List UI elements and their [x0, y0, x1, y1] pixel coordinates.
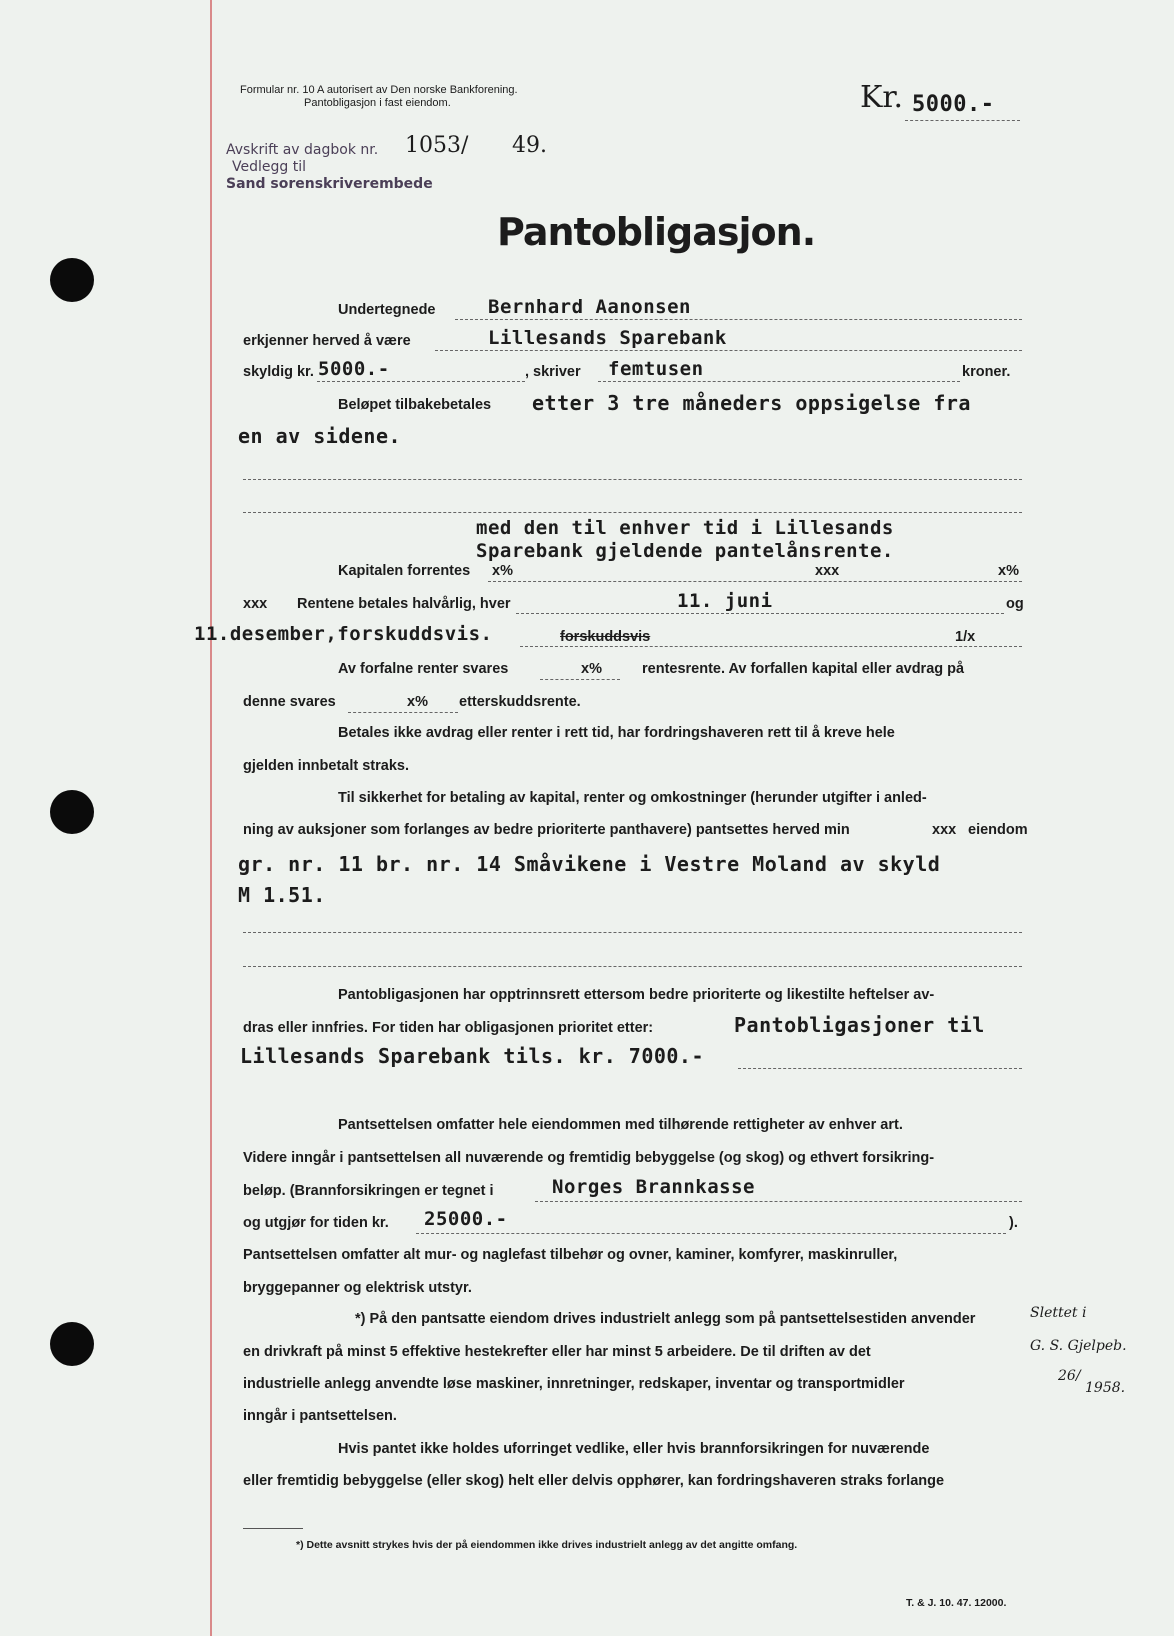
p4-line6: bryggepanner og elektrisk utstyr. — [243, 1280, 472, 1296]
insured-line — [416, 1233, 1006, 1234]
owe-value: 5000.- — [318, 358, 390, 380]
blank-line-3 — [243, 932, 1022, 933]
writes-value: femtusen — [608, 358, 704, 380]
insured-amount: 25000.- — [424, 1208, 508, 1230]
stamp-line1: Avskrift av dagbok nr. — [226, 142, 379, 158]
p5-line4: inngår i pantsettelsen. — [243, 1408, 397, 1424]
repay-value-2: en av sidene. — [238, 424, 402, 448]
p3-line1: Pantobligasjonen har opptrinnsrett ettersom bedre prioriterte og likestilte heftelser av- — [338, 987, 935, 1003]
kroner-label: kroner. — [962, 364, 1011, 380]
margin-note-line1: Slettet i — [1030, 1305, 1087, 1321]
p4-line3: beløp. (Brannforsikringen er tegnet i — [243, 1183, 494, 1199]
p3-value-2: Lillesands Sparebank tils. kr. 7000.- — [240, 1044, 705, 1068]
blank-line-4 — [243, 966, 1022, 967]
p2-line2-x: xxx — [932, 822, 957, 838]
margin-rule — [210, 0, 212, 1636]
margin-note-line4: 1958. — [1085, 1380, 1126, 1396]
insurer-name: Norges Brannkasse — [552, 1176, 755, 1198]
p3-line — [738, 1068, 1022, 1069]
blank-line-1 — [243, 479, 1022, 480]
stamp-line3: Sand sorenskriverembede — [226, 176, 433, 192]
amount-prefix: Kr. — [860, 80, 903, 115]
property-line1: gr. nr. 11 br. nr. 14 Småvikene i Vestre Moland av skyld — [238, 852, 941, 876]
undersigned-label: Undertegnede — [338, 302, 436, 318]
form-note-line1: Formular nr. 10 A autorisert av Den norske Bankforening. — [240, 84, 518, 96]
overdue-line-1 — [540, 679, 620, 680]
interest-text-2: Sparebank gjeldende pantelånsrente. — [476, 540, 894, 562]
p5-line3: industrielle anlegg anvendte løse maskiner, innretninger, redskaper, inventar og transportmidler — [243, 1376, 905, 1392]
interest-text-1: med den til enhver tid i Lillesands — [476, 517, 894, 539]
acknowledge-line — [435, 350, 1022, 351]
rente-struck: forskuddsvis — [560, 629, 651, 645]
overdue-label-3: denne svares — [243, 694, 336, 710]
footnote-rule — [243, 1528, 303, 1529]
writes-label: , skriver — [525, 364, 581, 380]
repay-label: Beløpet tilbakebetales — [338, 397, 492, 413]
p3-line2: dras eller innfries. For tiden har obligasjonen prioritet etter: — [243, 1020, 654, 1036]
p6-line2: eller fremtidig bebyggelse (eller skog) helt eller delvis opphører, kan fordringshaveren straks forlange — [243, 1473, 945, 1489]
og-label: og — [1006, 596, 1024, 612]
p4-line4-end: ). — [1009, 1215, 1018, 1231]
p4-line4: og utgjør for tiden kr. — [243, 1215, 389, 1231]
rente-date-2: 11.desember,forskuddsvis. — [194, 623, 493, 645]
margin-note-line3: 26/ — [1058, 1368, 1081, 1384]
owe-line — [317, 381, 525, 382]
rente-date-1: 11. juni — [677, 590, 773, 612]
overdue-line-2 — [348, 712, 458, 713]
insurer-line — [535, 1201, 1022, 1202]
overdue-label-4: etterskuddsrente. — [459, 694, 581, 710]
overdue-label-2: rentesrente. Av forfallen kapital eller avdrag på — [642, 661, 965, 677]
punch-hole-middle — [50, 790, 94, 834]
capital-label: Kapitalen forrentes — [338, 563, 471, 579]
undersigned-line — [455, 319, 1022, 320]
acknowledge-label: erkjenner herved å være — [243, 333, 411, 349]
p4-line1: Pantsettelsen omfatter hele eiendommen med tilhørende rettigheter av enhver art. — [338, 1117, 903, 1133]
stamp-line2: Vedlegg til — [232, 159, 306, 175]
owe-label: skyldig kr. — [243, 364, 314, 380]
writes-line — [598, 381, 960, 382]
acknowledge-value: Lillesands Sparebank — [488, 327, 727, 349]
p1-line1: Betales ikke avdrag eller renter i rett tid, har fordringshaveren rett til å kreve hele — [338, 725, 895, 741]
overdue-label-1: Av forfalne renter svares — [338, 661, 509, 677]
p2-line2: ning av auksjoner som forlanges av bedre prioriterte panthavere) pantsettes herved min — [243, 822, 850, 838]
document-title: Pantobligasjon. — [497, 210, 816, 254]
p6-line1: Hvis pantet ikke holdes uforringet vedlike, eller hvis brannforsikringen for nuværende — [338, 1441, 930, 1457]
margin-note-line2: G. S. Gjelpeb. — [1030, 1338, 1127, 1354]
printer-mark: T. & J. 10. 47. 12000. — [906, 1597, 1007, 1609]
undersigned-value: Bernhard Aanonsen — [488, 296, 691, 318]
rente-line-2 — [520, 646, 1022, 647]
punch-hole-top — [50, 258, 94, 302]
p5-line1: *) På den pantsatte eiendom drives industrielt anlegg som på pantsettelsestiden anvender — [355, 1311, 976, 1327]
capital-x1: x% — [492, 563, 513, 579]
blank-line-2 — [243, 512, 1022, 513]
overdue-x2: x% — [407, 694, 428, 710]
p4-line5: Pantsettelsen omfatter alt mur- og naglefast tilbehør og ovner, kaminer, komfyrer, maskinruller, — [243, 1247, 898, 1263]
rente-x2: 1/x — [955, 629, 976, 645]
capital-x2: xxx — [815, 563, 840, 579]
p2-line1: Til sikkerhet for betaling av kapital, renter og omkostninger (herunder utgifter i anled- — [338, 790, 927, 806]
punch-hole-bottom — [50, 1322, 94, 1366]
p4-line2: Videre inngår i pantsettelsen all nuværende og fremtidig bebyggelse (og skog) og ethvert forsikring- — [243, 1150, 935, 1166]
diary-number: 1053/ — [405, 133, 469, 158]
rente-line — [516, 613, 1004, 614]
property-line2: M 1.51. — [238, 883, 326, 907]
capital-x3: x% — [998, 563, 1019, 579]
amount-value: 5000.- — [912, 92, 995, 117]
repay-value-1: etter 3 tre måneders oppsigelse fra — [532, 391, 971, 415]
overdue-x1: x% — [581, 661, 602, 677]
footnote: *) Dette avsnitt strykes hvis der på eiendommen ikke drives industrielt anlegg av det angitte omfang. — [296, 1539, 798, 1551]
diary-year: 49. — [512, 133, 547, 158]
form-note-line2: Pantobligasjon i fast eiendom. — [304, 97, 451, 109]
capital-line — [488, 581, 1022, 582]
p5-line2: en drivkraft på minst 5 effektive hestekrefter eller har minst 5 arbeidere. De til driften av det — [243, 1344, 871, 1360]
p3-value-1: Pantobligasjoner til — [734, 1013, 985, 1037]
p2-line2-end: eiendom — [968, 822, 1028, 838]
amount-line — [905, 120, 1020, 121]
rente-label: Rentene betales halvårlig, hver — [297, 596, 511, 612]
rente-x: xxx — [243, 596, 268, 612]
p1-line2: gjelden innbetalt straks. — [243, 758, 409, 774]
